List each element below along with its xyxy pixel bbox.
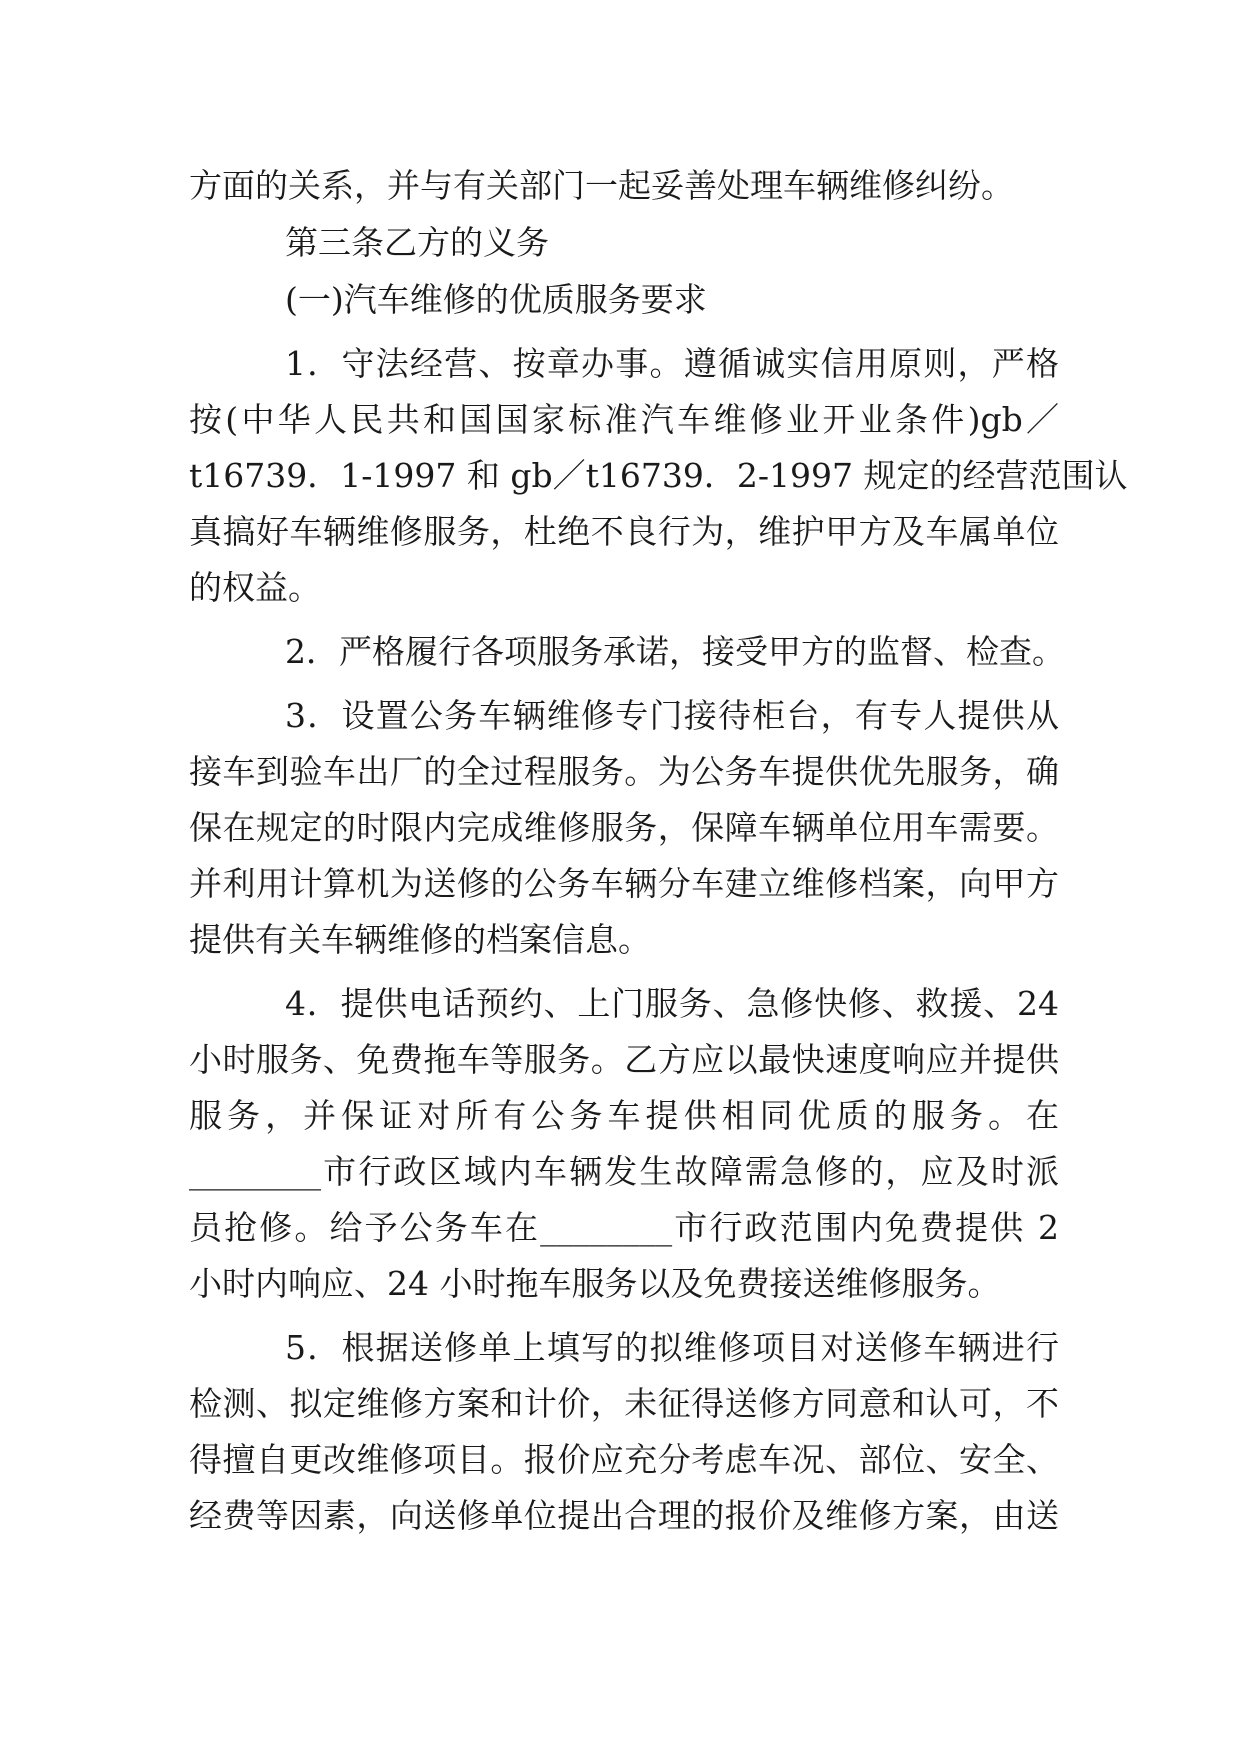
text-line: 保在规定的时限内完成维修服务，保障车辆单位用车需要。	[189, 808, 1059, 847]
text-line: 员抢修。给予公务车在________市行政范围内免费提供 2	[189, 1208, 1059, 1247]
text-line: 2．严格履行各项服务承诺，接受甲方的监督、检查。	[285, 632, 1065, 671]
text-line: 5．根据送修单上填写的拟维修项目对送修车辆进行	[285, 1328, 1059, 1367]
text-line: 接车到验车出厂的全过程服务。为公务车提供优先服务，确	[189, 752, 1059, 791]
text-line: 得擅自更改维修项目。报价应充分考虑车况、部位、安全、	[189, 1440, 1059, 1479]
text-line: 并利用计算机为送修的公务车辆分车建立维修档案，向甲方	[189, 864, 1059, 903]
subsection-heading: (一)汽车维修的优质服务要求	[285, 280, 707, 319]
text-line: ________市行政区域内车辆发生故障需急修的，应及时派	[189, 1152, 1059, 1191]
section-heading: 第三条乙方的义务	[285, 223, 549, 262]
text-line: 服务，并保证对所有公务车提供相同优质的服务。在	[189, 1096, 1059, 1135]
text-line: 4．提供电话预约、上门服务、急修快修、救援、24	[285, 984, 1059, 1023]
text-line: 1．守法经营、按章办事。遵循诚实信用原则，严格	[285, 344, 1059, 383]
text-line: 真搞好车辆维修服务，杜绝不良行为，维护甲方及车属单位	[189, 512, 1059, 551]
text-line: 小时内响应、24 小时拖车服务以及免费接送维修服务。	[189, 1264, 1001, 1303]
text-line: 提供有关车辆维修的档案信息。	[189, 920, 651, 959]
text-line: 小时服务、免费拖车等服务。乙方应以最快速度响应并提供	[189, 1040, 1059, 1079]
text-line: 按(中华人民共和国国家标准汽车维修业开业条件)gb／	[189, 400, 1059, 439]
text-line: 方面的关系，并与有关部门一起妥善处理车辆维修纠纷。	[189, 166, 1014, 205]
text-line: 经费等因素，向送修单位提出合理的报价及维修方案，由送	[189, 1496, 1059, 1535]
text-line: 的权益。	[189, 568, 321, 607]
text-line: t16739．1-1997 和 gb／t16739．2-1997 规定的经营范围认	[189, 456, 1128, 495]
text-line: 检测、拟定维修方案和计价，未征得送修方同意和认可，不	[189, 1384, 1059, 1423]
text-line: 3．设置公务车辆维修专门接待柜台，有专人提供从	[285, 696, 1059, 735]
